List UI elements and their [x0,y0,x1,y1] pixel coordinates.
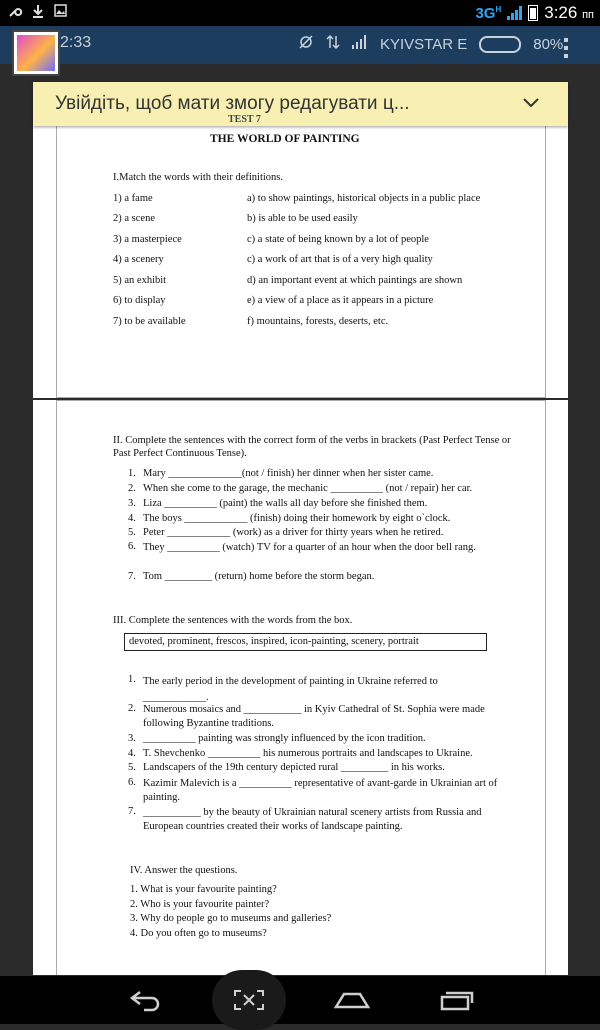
question-item: 4. Do you often go to museums? [130,928,267,939]
list-item: The boys ____________ (finish) doing their homework by eight o`clock. [143,513,451,524]
list-number: 6. [128,541,136,552]
clipped-heading: TEST 7 [228,114,261,125]
match-word: 3) a masterpiece [113,234,182,245]
match-word: 2) a scene [113,213,155,224]
screenshot-thumbnail[interactable] [14,32,58,74]
match-definition: b) is able to be used easily [247,213,358,224]
list-number: 2. [128,483,136,494]
list-number: 1. [128,468,136,479]
section4-heading: IV. Answer the questions. [130,865,238,876]
match-definition: a) to show paintings, historical objects in a public place [247,193,481,204]
match-word: 7) to be available [113,316,186,327]
list-number: 7. [128,806,136,817]
list-number: 2. [128,703,136,714]
list-number: 5. [128,527,136,538]
list-number: 4. [128,513,136,524]
network-type: $3G^H$ [475,4,502,22]
match-word: 1) a fame [113,193,153,204]
list-item: Kazimir Malevich is a __________ representative of avant-garde in Ukrainian art of painting. [143,778,498,803]
inner-clock: 2:33 [60,34,92,51]
chevron-down-icon[interactable] [522,92,540,115]
list-item: Peter ____________ (work) as a driver for thirty years when he retired. [143,527,444,538]
navigation-bar [0,976,600,1024]
back-icon[interactable] [112,976,176,1024]
match-word: 4) a scenery [113,254,164,265]
list-item: __________ painting was strongly influenced by the icon tradition. [143,733,426,744]
toggle-icon [479,36,521,53]
list-item: Tom _________ (return) home before the storm began. [143,571,375,582]
clock: 3:26 пп [544,3,594,22]
battery-icon [528,5,538,21]
match-definition: c) a work of art that is of a very high quality [247,254,433,265]
section2-heading: II. Complete the sentences with the correct form of the verbs in brackets (Past Perfect Tense or Past Perfect Continuous Tense). [113,435,511,459]
page-title: THE WORLD OF PAINTING [210,133,360,145]
data-arrows-icon [326,34,340,54]
inner-battery: 80% [533,35,564,53]
recent-apps-icon[interactable] [424,976,488,1024]
wrench-icon [8,4,22,21]
match-definition: d) an important event at which paintings are shown [247,275,463,286]
list-item: Mary ______________(not / finish) her dinner when her sister came. [143,468,434,479]
list-item: ___________ by the beauty of Ukrainian natural scenery artists from Russia and European countries created their works of landscape painting. [143,807,482,832]
download-icon [32,4,44,21]
image-icon [54,4,67,21]
question-item: 2. Who is your favourite painter? [130,899,270,910]
list-item: Liza __________ (paint) the walls all day before she finished them. [143,498,428,509]
section3-heading: III. Complete the sentences with the words from the box. [113,615,353,626]
overflow-menu-icon[interactable] [564,38,568,58]
word-box: devoted, prominent, frescos, inspired, icon-painting, scenery, portrait [124,633,487,651]
mute-icon [298,34,314,54]
list-number: 6. [128,777,136,788]
signal-icon [507,6,522,20]
list-item: Landscapers of the 19th century depicted rural _________ in his works. [143,762,445,773]
list-item: T. Shevchenko __________ his numerous portraits and landscapes to Ukraine. [143,748,473,759]
inner-signal-icon [352,35,368,53]
list-item: When she come to the garage, the mechanic __________ (not / repair) her car. [143,483,473,494]
sign-in-banner[interactable] [33,82,568,126]
home-icon[interactable] [320,976,384,1024]
status-bar [0,0,600,26]
list-item: Numerous mosaics and ___________ in Kyiv Cathedral of St. Sophia were made following Byzantine traditions. [143,704,485,729]
section1-heading: I.Match the words with their definitions. [113,172,284,183]
list-number: 3. [128,498,136,509]
match-word: 5) an exhibit [113,275,167,286]
carrier-name: KYIVSTAR E [380,35,468,53]
list-number: 1. [128,674,136,685]
list-number: 4. [128,748,136,759]
question-item: 1. What is your favourite painting? [130,884,277,895]
match-definition: c) a state of being known by a lot of people [247,234,429,245]
list-number: 3. [128,733,136,744]
list-item: They __________ (watch) TV for a quarter of an hour when the door bell rang. [143,542,476,553]
match-definition: e) a view of a place as it appears in a picture [247,295,434,306]
match-definition: f) mountains, forests, deserts, etc. [247,316,389,327]
match-word: 6) to display [113,295,166,306]
list-number: 5. [128,762,136,773]
banner-text: Увійдіть, щоб мати змогу редагувати ц... [55,93,410,114]
inner-status-icons [298,34,563,54]
question-item: 3. Why do people go to museums and galleries? [130,913,332,924]
list-number: 7. [128,571,136,582]
screenshot-icon[interactable] [226,976,272,1024]
list-item: The early period in the development of painting in Ukraine referred to ____________. [143,676,438,703]
